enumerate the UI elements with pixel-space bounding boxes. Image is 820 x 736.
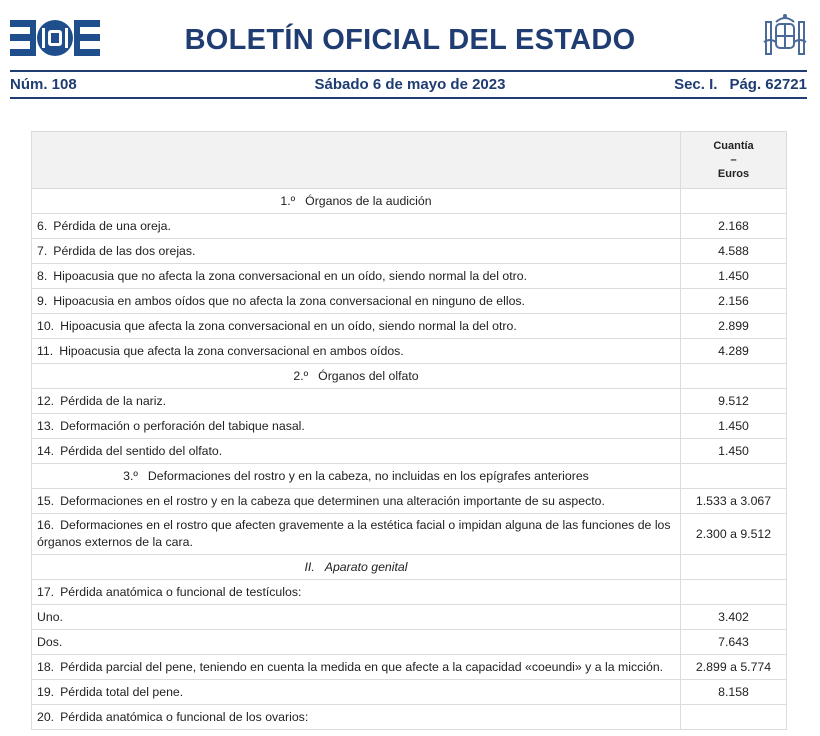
amount-cell [681, 189, 787, 214]
item-number: 11. [37, 344, 54, 358]
item-number: 8. [37, 269, 48, 283]
item-description: Pérdida anatómica o funcional de testículos: [60, 585, 302, 599]
table-row [32, 680, 787, 705]
description-cell [32, 239, 681, 264]
amount-header-line1: Cuantía [713, 140, 754, 152]
item-number: 10. [37, 319, 55, 333]
amount-cell: 2.156 [681, 289, 787, 314]
amount-cell: 7.643 [681, 630, 787, 655]
description-cell [32, 605, 681, 630]
section-and-page [674, 76, 807, 93]
item-description: Pérdida anatómica o funcional de los ovarios: [60, 710, 309, 724]
table-row [32, 580, 787, 605]
item-description: Pérdida de la nariz. [60, 394, 167, 408]
table-body [32, 189, 787, 730]
table-row [32, 264, 787, 289]
item-description: Hipoacusia que no afecta la zona conversacional en un oído, siendo normal la del otro. [53, 269, 528, 283]
item-number: 7. [37, 244, 48, 258]
description-cell [32, 414, 681, 439]
description-cell [32, 214, 681, 239]
table-row [32, 239, 787, 264]
section-row [32, 464, 787, 489]
amount-cell: 2.899 [681, 314, 787, 339]
table-row [32, 314, 787, 339]
section-number: 1.º [280, 194, 296, 208]
description-cell [32, 680, 681, 705]
amount-cell: 2.899 a 5.774 [681, 655, 787, 680]
description-cell [32, 314, 681, 339]
table-row [32, 705, 787, 730]
publication-title [0, 24, 820, 57]
item-description: Uno. [37, 610, 63, 624]
description-cell [32, 264, 681, 289]
description-cell [32, 339, 681, 364]
description-cell [32, 289, 681, 314]
table-row [32, 605, 787, 630]
section-row [32, 364, 787, 389]
amount-column-header [681, 132, 787, 189]
table-row [32, 655, 787, 680]
section-title: Órganos del olfato [318, 369, 419, 383]
section-title-cell [32, 364, 681, 389]
item-description: Pérdida de las dos orejas. [53, 244, 196, 258]
item-number: 20. [37, 710, 55, 724]
amount-cell: 2.168 [681, 214, 787, 239]
item-number: 17. [37, 585, 55, 599]
description-cell [32, 580, 681, 605]
amount-cell: 8.158 [681, 680, 787, 705]
table-row [32, 289, 787, 314]
item-number: 16. [37, 518, 55, 532]
item-description: Hipoacusia en ambos oídos que no afecta la zona conversacional en ninguno de ellos. [53, 294, 525, 308]
amount-cell: 1.533 a 3.067 [681, 489, 787, 514]
amount-cell: 1.450 [681, 414, 787, 439]
amount-cell [681, 364, 787, 389]
section-row [32, 555, 787, 580]
amount-cell [681, 580, 787, 605]
amount-cell [681, 555, 787, 580]
amount-header-line2: – [730, 154, 737, 166]
amount-cell: 9.512 [681, 389, 787, 414]
description-cell [32, 630, 681, 655]
section-number: 2.º [293, 369, 309, 383]
table-row [32, 439, 787, 464]
section-title: Deformaciones del rostro y en la cabeza, no incluidas en los epígrafes anteriores [147, 469, 589, 483]
section-label: Sec. I. [674, 76, 718, 93]
amount-cell [681, 705, 787, 730]
section-title: Aparato genital [324, 560, 408, 574]
compensation-table [31, 131, 787, 730]
description-cell [32, 655, 681, 680]
table-row [32, 214, 787, 239]
amount-cell: 2.300 a 9.512 [681, 514, 787, 555]
table-row [32, 489, 787, 514]
description-cell [32, 439, 681, 464]
amount-cell: 1.450 [681, 439, 787, 464]
amount-cell: 4.289 [681, 339, 787, 364]
item-number: 12. [37, 394, 55, 408]
page-number: Pág. 62721 [729, 76, 807, 93]
item-description: Deformaciones en el rostro y en la cabeza que determinen una alteración importante de su aspecto. [60, 494, 605, 508]
amount-cell: 4.588 [681, 239, 787, 264]
table-row [32, 389, 787, 414]
item-description: Dos. [37, 635, 63, 649]
page-header [0, 0, 820, 100]
table-row [32, 514, 787, 555]
section-title-cell [32, 189, 681, 214]
table-row [32, 630, 787, 655]
section-title: Órganos de la audición [305, 194, 432, 208]
description-cell [32, 489, 681, 514]
item-description: Hipoacusia que afecta la zona conversacional en un oído, siendo normal la del otro. [60, 319, 517, 333]
amount-cell [681, 464, 787, 489]
table-row [32, 339, 787, 364]
item-description: Deformaciones en el rostro que afecten gravemente a la estética facial o impidan alguna de las funciones de los órganos externos de la cara. [37, 518, 671, 549]
amount-cell: 1.450 [681, 264, 787, 289]
description-cell [32, 389, 681, 414]
section-row [32, 189, 787, 214]
item-number: 15. [37, 494, 55, 508]
description-column-header [32, 132, 681, 189]
item-number: 6. [37, 219, 48, 233]
issue-date: Sábado 6 de mayo de 2023 [314, 76, 506, 93]
section-number: 3.º [123, 469, 138, 483]
item-description: Pérdida del sentido del olfato. [60, 444, 223, 458]
section-number: II. [304, 560, 315, 574]
description-cell [32, 705, 681, 730]
coat-of-arms-icon [762, 12, 808, 62]
item-number: 19. [37, 685, 55, 699]
table-header-row [32, 132, 787, 189]
header-rule-bottom [10, 97, 807, 99]
title-text: BOLETÍN OFICIAL DEL ESTADO [184, 24, 636, 56]
section-title-cell [32, 555, 681, 580]
item-number: 13. [37, 419, 55, 433]
item-description: Hipoacusia que afecta la zona conversacional en ambos oídos. [59, 344, 404, 358]
table-row [32, 414, 787, 439]
item-description: Pérdida total del pene. [60, 685, 184, 699]
header-rule-top [10, 70, 807, 72]
item-number: 14. [37, 444, 55, 458]
amount-cell: 3.402 [681, 605, 787, 630]
item-number: 9. [37, 294, 48, 308]
item-description: Deformación o perforación del tabique nasal. [60, 419, 305, 433]
item-description: Pérdida de una oreja. [53, 219, 171, 233]
description-cell [32, 514, 681, 555]
item-description: Pérdida parcial del pene, teniendo en cuenta la medida en que afecte a la capacidad «coeundi» y a la micción. [60, 660, 664, 674]
section-title-cell [32, 464, 681, 489]
issue-number: Núm. 108 [10, 76, 77, 93]
item-number: 18. [37, 660, 55, 674]
amount-header-line3: Euros [717, 168, 750, 180]
